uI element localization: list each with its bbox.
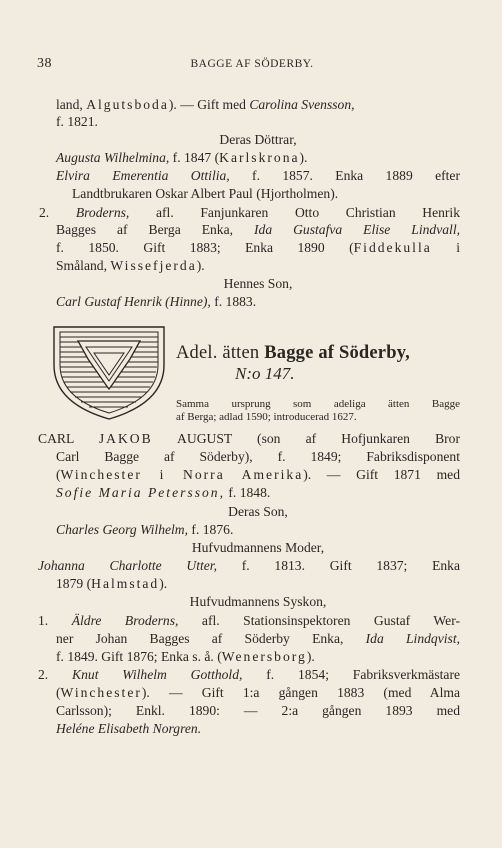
section-note-1: Samma ursprung som adeliga ätten Bagge: [176, 398, 460, 410]
coat-of-arms-image: [50, 325, 168, 421]
text-line-2: f. 1821.: [56, 114, 98, 129]
running-title: BAGGE AF SÖDERBY.: [190, 58, 314, 70]
text-line-7: 2. Broderns, afl. Fanjunkaren Otto Christian Henrik: [39, 205, 461, 220]
section-note-2: af Berga; adlad 1590; introducerad 1627.: [176, 411, 357, 423]
text-line-1: land, Algutsboda). — Gift med Carolina Svensson,: [56, 97, 355, 112]
body-line-16: Carlsson); Enkl. 1890: — 2:a gången 1893 med: [56, 703, 460, 718]
section-title: Adel. ätten Bagge af Söderby,: [176, 343, 410, 363]
body-line-3: (Winchester i Norra Amerika). — Gift 1871 med: [56, 467, 460, 482]
body-line-17: Heléne Elisabeth Norgren.: [56, 721, 202, 736]
text-line-12: Carl Gustaf Henrik (Hinne), f. 1883.: [56, 294, 257, 309]
body-line-11: 1. Äldre Broderns, afl. Stationsinspektoren Gustaf Wer-: [38, 613, 460, 628]
text-line-5: Elvira Emerentia Ottilia, f. 1857. Enka 1889 efter: [56, 168, 460, 183]
text-line-11: Hennes Son,: [223, 276, 293, 291]
body-line-12: ner Johan Bagges af Söderby Enka, Ida Lindqvist,: [56, 631, 460, 646]
body-line-8: Johanna Charlotte Utter, f. 1813. Gift 1837; Enka: [38, 558, 461, 573]
body-line-6: Charles Georg Wilhelm, f. 1876.: [56, 522, 234, 537]
body-line-15: (Winchester). — Gift 1:a gången 1883 (med Alma: [56, 685, 460, 700]
body-line-13: f. 1849. Gift 1876; Enka s. å. (Wenersborg).: [56, 649, 315, 664]
body-line-10: Hufvudmannens Syskon,: [189, 594, 327, 609]
body-line-4: Sofie Maria Petersson, f. 1848.: [56, 485, 271, 500]
section-number: N:o 147.: [235, 364, 295, 383]
text-line-4: Augusta Wilhelmina, f. 1847 (Karlskrona).: [56, 150, 308, 165]
text-line-6: Landtbrukaren Oskar Albert Paul (Hjortholmen).: [72, 186, 339, 201]
text-line-8: Bagges af Berga Enka, Ida Gustafva Elise Lindvall,: [56, 222, 461, 237]
body-line-14: 2. Knut Wilhelm Gotthold, f. 1854; Fabriksverkmästare: [38, 667, 460, 682]
body-line-1: CARL JAKOB AUGUST (son af Hofjunkaren Bror: [38, 431, 460, 446]
body-line-9: 1879 (Halmstad).: [56, 576, 168, 591]
text-line-10: Småland, Wissefjerda).: [56, 258, 205, 273]
page-number: 38: [37, 56, 52, 71]
text-line-3: Deras Döttrar,: [219, 132, 297, 147]
body-line-7: Hufvudmannens Moder,: [191, 540, 325, 555]
body-line-5: Deras Son,: [228, 504, 288, 519]
body-line-2: Carl Bagge af Söderby), f. 1849; Fabriksdisponent: [56, 449, 460, 464]
text-line-9: f. 1850. Gift 1883; Enka 1890 (Fiddekulla i: [56, 240, 460, 255]
